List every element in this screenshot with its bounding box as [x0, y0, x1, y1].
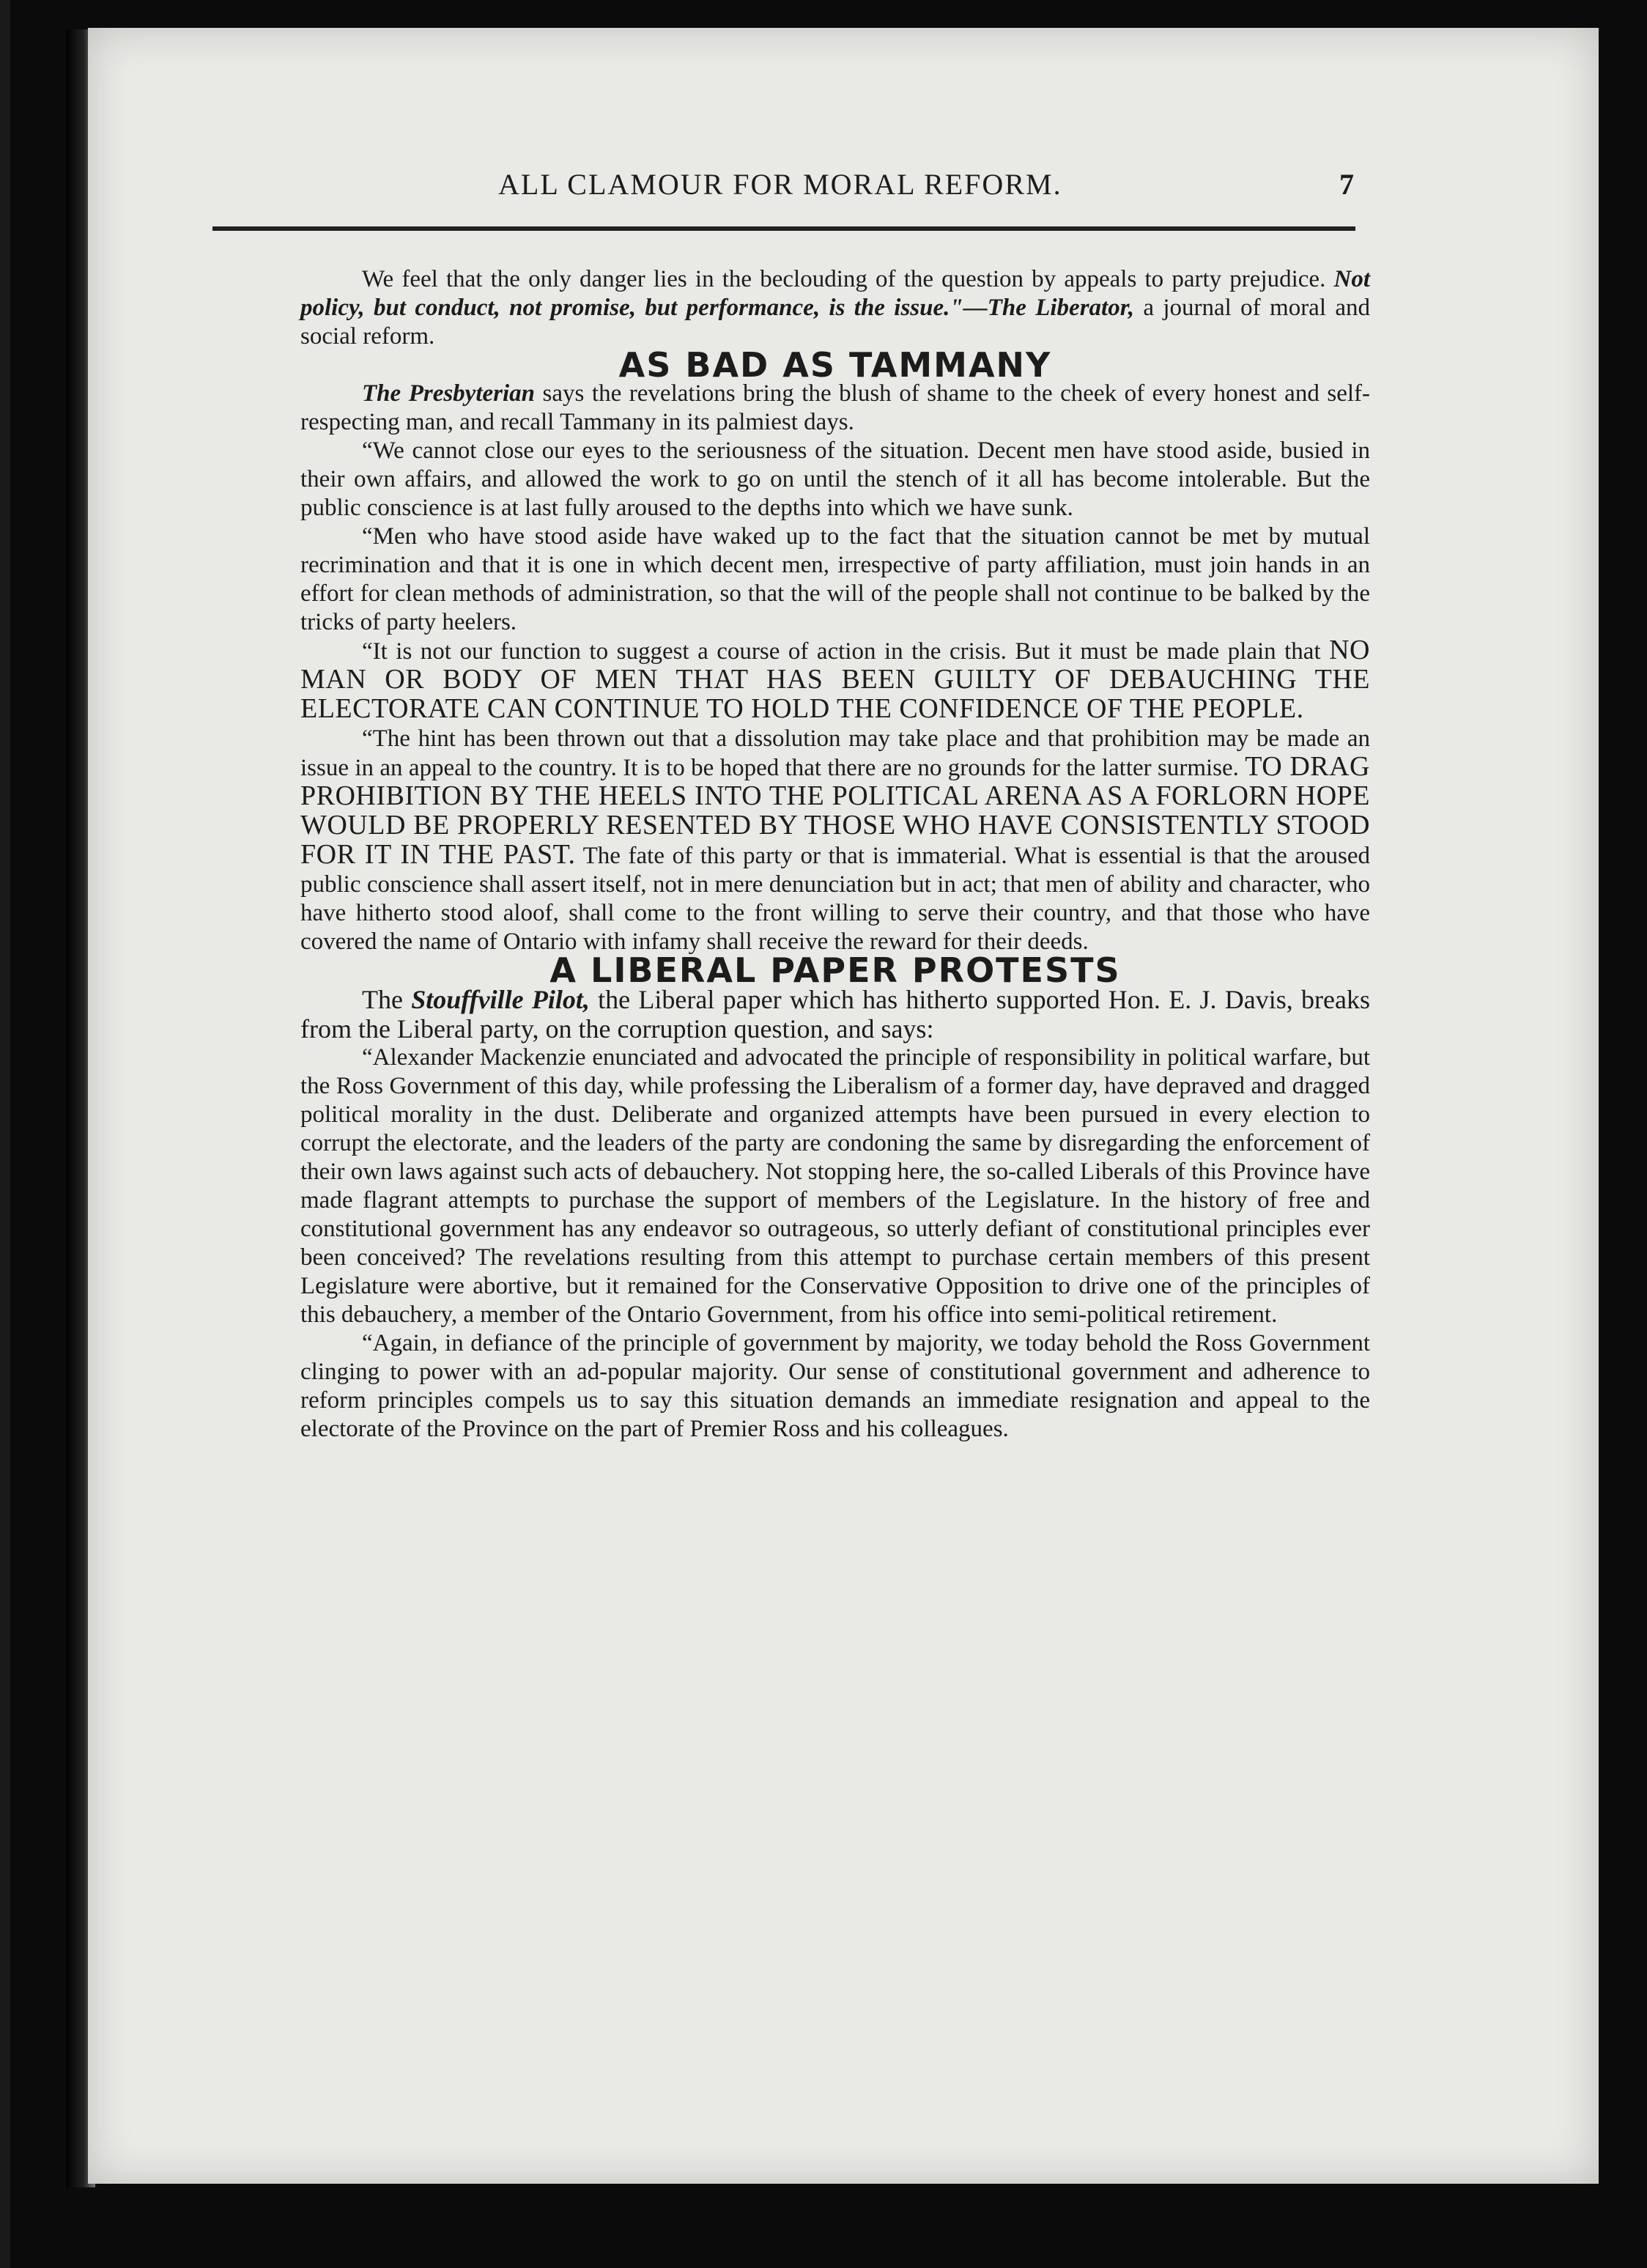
paragraph: “Alexander Mackenzie enunciated and advocated the principle of responsibility in political warfare, but the Ross Government of this day, while professing the Liberalism of a former day, have depraved and dragged political morality in the dust. Deliberate and organized attempts have been pursued in every election to corrupt the electorate, and the leaders of the party are condoning the same by disregarding the enforcement of their own laws against such acts of debauchery. Not stopping here, the so-called Liberals of this Province have made flagrant attempts to purchase the support of members of the Legislature. In the history of free and constitutional government has any endeavor so outrageous, so utterly defiant of constitutional principles ever been conceived? The revelations resulting from this attempt to purchase certain members of this present Legislature were abortive, but it remained for the Conservative Opposition to drive one of the principles of this debauchery, a member of the Ontario Government, from his office into semi-political retirement.: [300, 1044, 1370, 1328]
paragraph: “Men who have stood aside have waked up to the fact that the situation cannot be met by mutual recrimination and that it is one in which decent men, irrespective of party affiliation, must join hands in an effort for clean methods of administration, so that the will of the people shall not continue to be balked by the tricks of party heelers.: [300, 523, 1370, 635]
emphasis-caps: TO DRAG PROHIBITION BY THE HEELS INTO THE POLITICAL ARENA AS A FORLORN HOPE WOULD BE PROPERLY RESENTED BY THOSE WHO HAVE CONSISTENTLY STOOD FOR IT IN THE PAST.: [300, 751, 1371, 870]
intro-quote-italic: Not policy, but conduct, not promise, but performance, is the issue."—The Liberator,: [300, 266, 1370, 321]
paragraph: [300, 637, 1370, 725]
paragraph-text: “The hint has been thrown out that a dissolution may take place and that prohibition may be made an issue in an appeal to the country. It is to be hoped that there are no grounds for the latter surmise.: [300, 725, 1370, 781]
paragraph: [300, 725, 1370, 956]
intro-paragraph: [300, 265, 1370, 351]
intro-text-2: a journal of moral and social reform.: [300, 295, 1370, 350]
paragraph: [300, 985, 1370, 1043]
running-head-title: ALL CLAMOUR FOR MORAL REFORM.: [498, 168, 1062, 201]
paragraph: “We cannot close our eyes to the seriousness of the situation. Decent men have stood aside, busied in their own affairs, and allowed the work to go on until the stench of it all has become intolerable. But the public conscience is at last fully aroused to the depths into which we have sunk.: [300, 437, 1370, 521]
paragraph-text: “It is not our function to suggest a course of action in the crisis. But it must be made plain that: [362, 638, 1330, 665]
paragraph-text: The: [362, 985, 412, 1014]
paragraph-text: The fate of this party or that is immaterial. What is essential is that the aroused public conscience shall assert itself, not in mere denunciation but in act; that men of ability and character, who have hitherto stood aloof, shall come to the front willing to serve their country, and that those who have covered the name of Ontario with infamy shall receive the reward for their deeds.: [300, 843, 1370, 955]
publication-name: Stouffville Pilot,: [411, 985, 590, 1014]
emphasis-caps: NO MAN OR BODY OF MEN THAT HAS BEEN GUILTY OF DEBAUCHING THE ELECTORATE CAN CONTINUE TO HOLD THE CONFIDENCE OF THE PEOPLE.: [300, 635, 1370, 724]
intro-text-1: We feel that the only danger lies in the beclouding of the question by appeals to party prejudice.: [362, 266, 1334, 292]
scan-edge: [0, 0, 10, 2268]
section-heading-tammany: AS BAD AS TAMMANY: [618, 345, 1052, 385]
header-rule: [212, 226, 1355, 231]
paragraph-text: says the revelations bring the blush of shame to the cheek of every honest and self-respecting man, and recall Tammany in its palmiest days.: [300, 380, 1370, 435]
publication-name: The Presbyterian: [362, 380, 536, 407]
paragraph: “Again, in defiance of the principle of government by majority, we today behold the Ross Government clinging to power with an ad-popular majority. Our sense of constitutional government and adherence to reform principles compels us to say this situation demands an immediate resignation and appeal to the electorate of the Province on the part of Premier Ross and his colleagues.: [300, 1330, 1370, 1442]
page-number: 7: [1339, 168, 1355, 201]
section-heading-liberal-paper: A LIBERAL PAPER PROTESTS: [549, 950, 1121, 990]
paragraph-text: the Liberal paper which has hitherto supported Hon. E. J. Davis, breaks from the Liberal party, on the corruption question, and says:: [300, 985, 1371, 1043]
paragraph: [300, 380, 1370, 437]
article-body: [300, 265, 1370, 1444]
